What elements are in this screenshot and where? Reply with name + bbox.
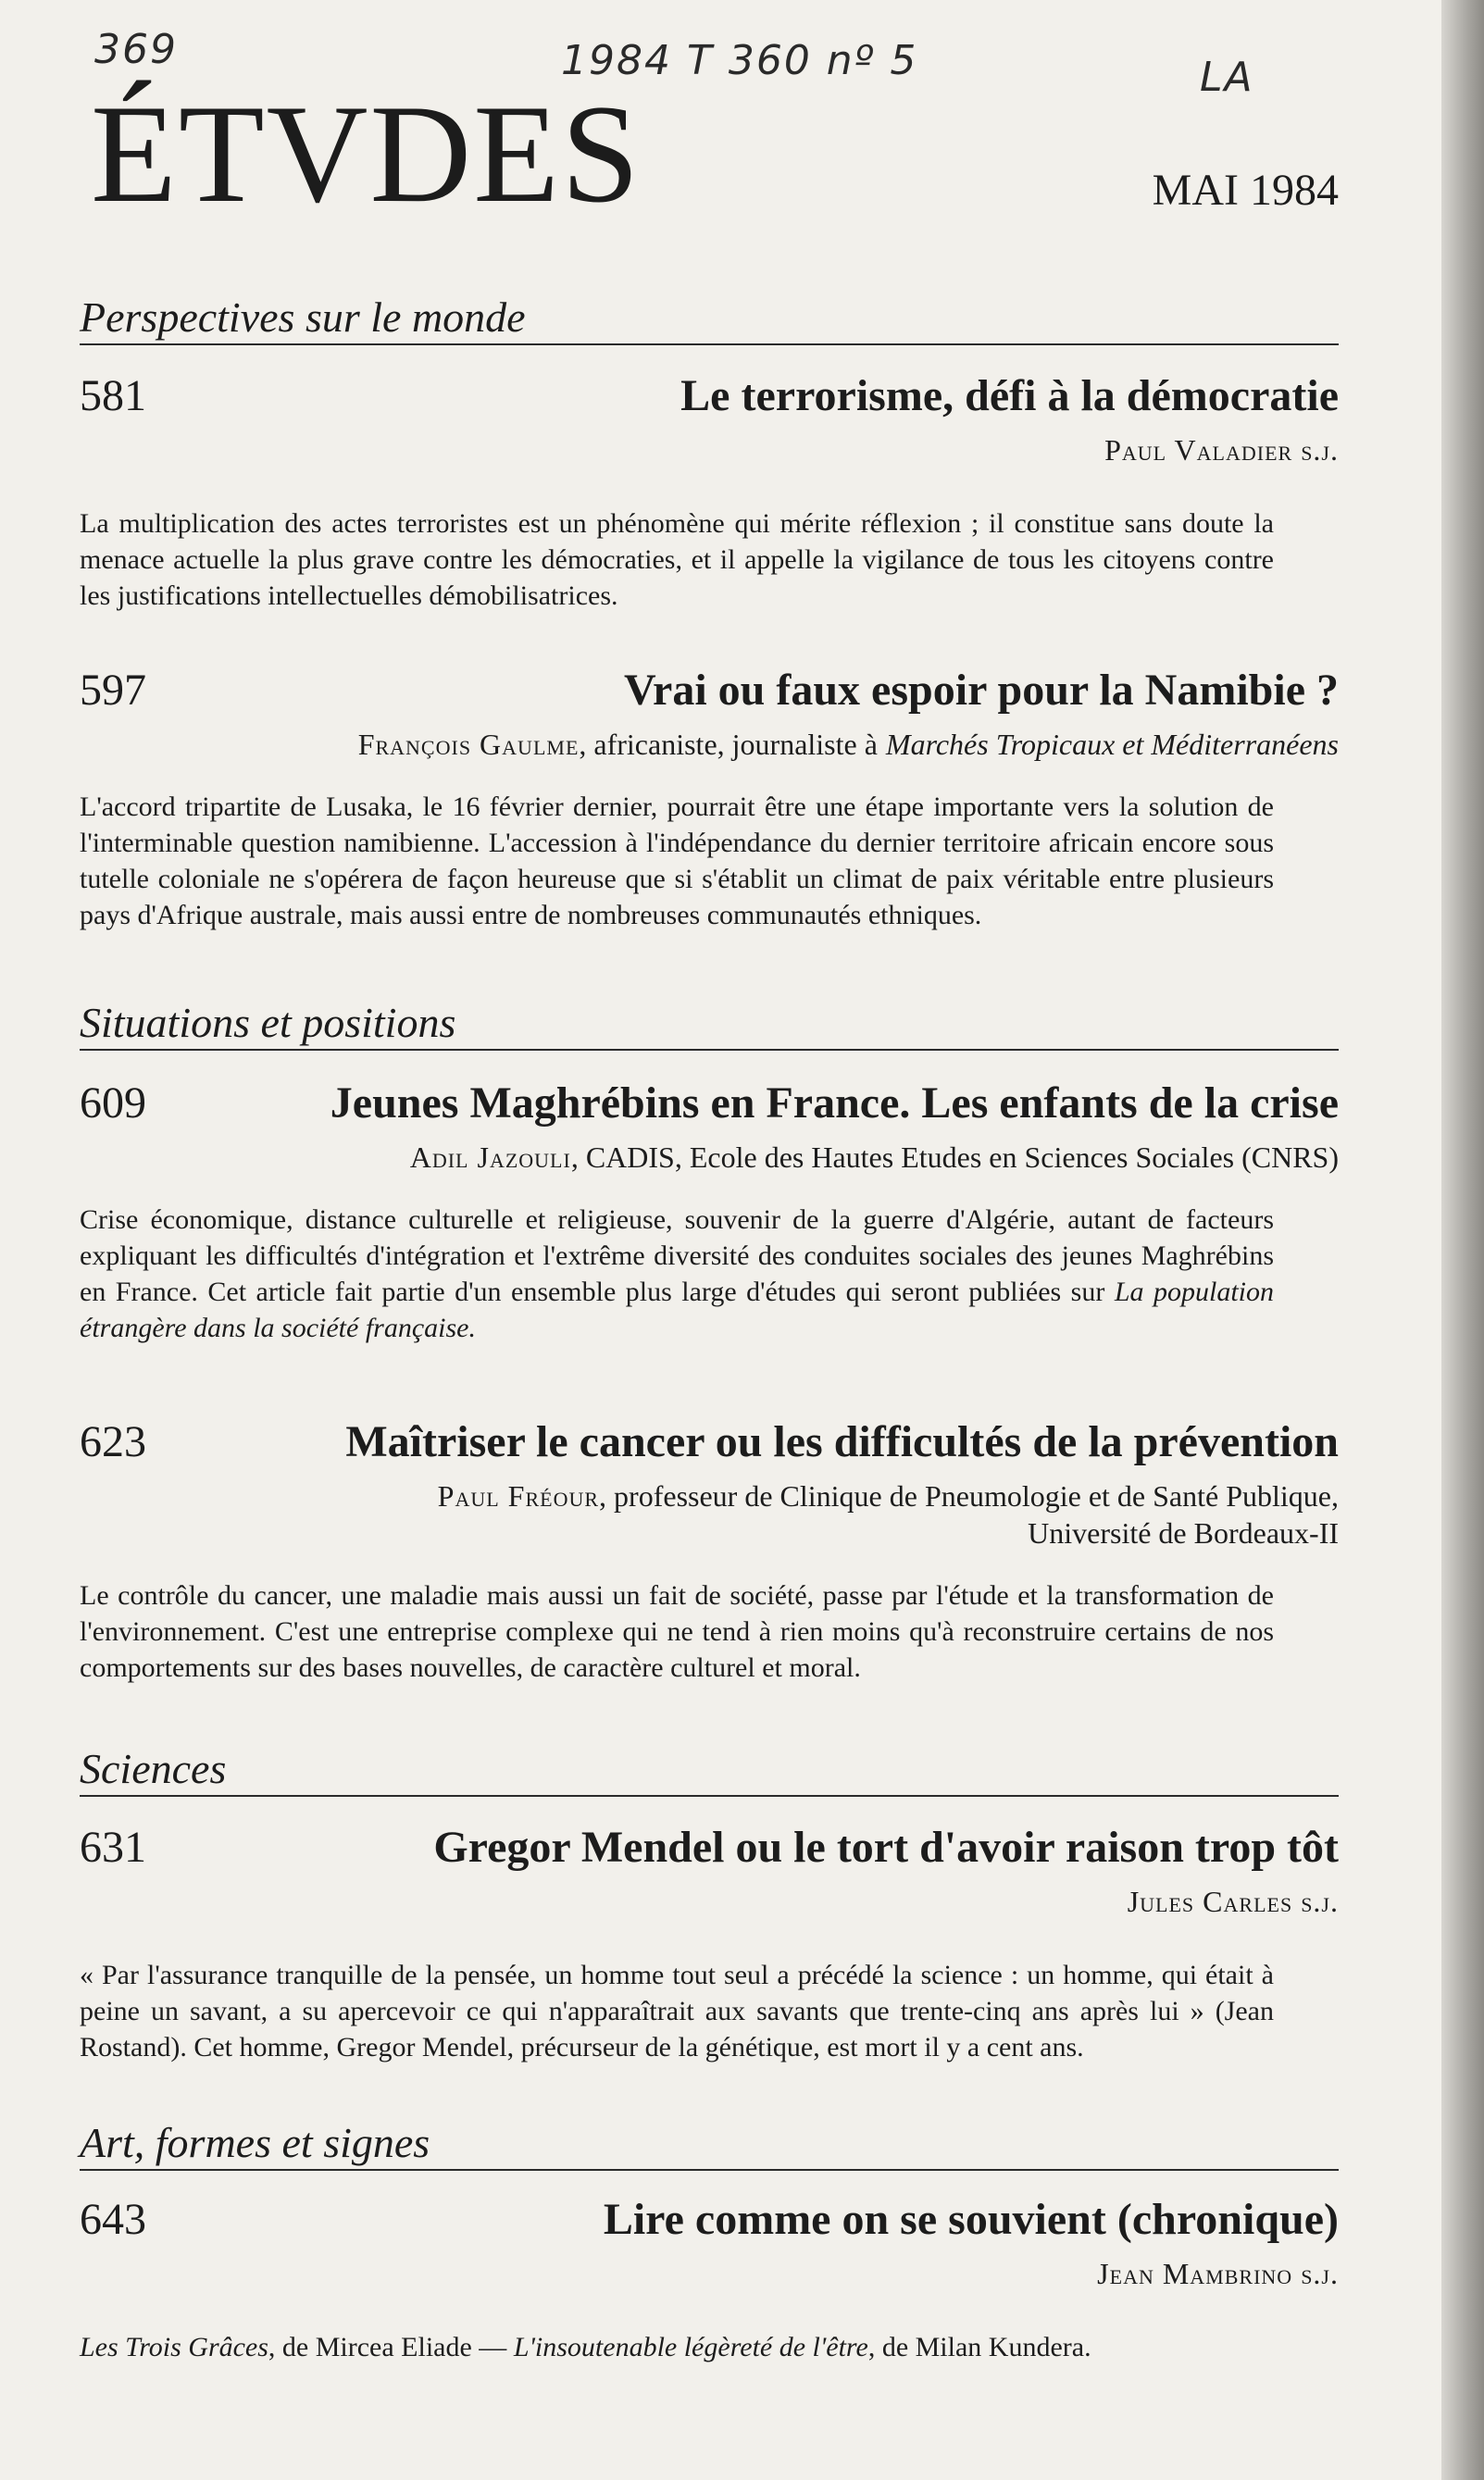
article-page-number: 597 <box>80 666 146 715</box>
article-title: Jeunes Maghrébins en France. Les enfants de la crise <box>330 1078 1339 1128</box>
article-page-number: 581 <box>80 371 146 420</box>
author-affiliation: , CADIS, Ecole des Hautes Etudes en Sciences Sociales (CNRS) <box>570 1140 1339 1174</box>
author-name: François Gaulme <box>357 728 580 761</box>
article-title: Le terrorisme, défi à la démocratie <box>680 371 1339 420</box>
section-heading: Perspectives sur le monde <box>80 294 1339 345</box>
article-page-number: 609 <box>80 1078 146 1128</box>
article-summary <box>80 1202 1274 1346</box>
summary-publication-title: La population étrangère dans la société française. <box>80 1277 1275 1343</box>
author-affiliation: , professeur de Clinique de Pneumologie et de Santé Publique, <box>599 1479 1339 1513</box>
article-summary: Le contrôle du cancer, une maladie mais aussi un fait de société, passe par l'étude et la transformation de l'environnement. C'est une entreprise complexe qui ne tend à rien moins qu'à reconstruire certains de nos comportements sur des bases nouvelles, de caractère culturel et moral. <box>80 1580 1274 1683</box>
article-title: Gregor Mendel ou le tort d'avoir raison trop tôt <box>433 1823 1339 1872</box>
article-page-number: 631 <box>80 1823 146 1872</box>
author-name: Paul Valadier s.j. <box>1104 433 1339 467</box>
article-summary: « Par l'assurance tranquille de la pensée, un homme tout seul a précédé la science : un homme, qui était à peine un savant, a su apercevoir ce qui n'apparaîtrait aux savants que trente-cinq ans après lui » (Jean Rostand). Cet homme, Gregor Mendel, précurseur de la génétique, est mort il y a cent ans. <box>80 1960 1274 2063</box>
author-affiliation-line2: Université de Bordeaux-II <box>1028 1516 1339 1550</box>
article-entry <box>80 2194 1339 2365</box>
article-author <box>80 1477 1339 1552</box>
article-entry <box>80 1416 1339 1686</box>
section-heading: Situations et positions <box>80 1000 1339 1051</box>
journal-masthead: ÉTVDES <box>91 76 642 231</box>
article-author <box>80 2255 1339 2292</box>
author-name: Paul Fréour <box>437 1479 600 1513</box>
summary-text: , de Mircea Eliade — <box>268 2332 507 2362</box>
article-author <box>80 726 1339 763</box>
author-affiliation-journal: Marchés Tropicaux et Méditerranéens <box>885 728 1339 761</box>
summary-text: Crise économique, distance culturelle et religieuse, souvenir de la guerre d'Algérie, autant de facteurs expliquant les difficultés d'intégration et l'extrême diversité des conduites sociales des jeunes Maghrébins en France. Cet article fait partie d'un ensemble plus large d'études qui seront publiées sur <box>80 1204 1274 1307</box>
summary-book-title: Les Trois Grâces <box>80 2332 268 2362</box>
article-author <box>80 431 1339 468</box>
article-title: Lire comme on se souvient (chronique) <box>603 2195 1339 2244</box>
summary-text: , de Milan Kundera. <box>867 2332 1091 2362</box>
article-author <box>80 1883 1339 1920</box>
article-summary <box>80 2329 1274 2365</box>
article-page-number: 643 <box>80 2195 146 2244</box>
handwritten-note-left: 369 <box>94 26 178 73</box>
author-affiliation: , africaniste, journaliste à <box>579 728 878 761</box>
author-name: Jules Carles s.j. <box>1127 1885 1339 1918</box>
section-heading: Sciences <box>80 1746 1339 1797</box>
article-entry <box>80 665 1339 933</box>
article-page-number: 623 <box>80 1417 146 1466</box>
article-entry <box>80 370 1339 614</box>
handwritten-note-right: LA <box>1200 54 1254 101</box>
summary-book-title: L'insoutenable légèreté de l'être <box>513 2332 868 2362</box>
section-heading: Art, formes et signes <box>80 2120 1339 2171</box>
handwritten-note-middle: 1984 T 360 nº 5 <box>561 37 918 84</box>
page-edge-shadow <box>1441 0 1484 2480</box>
article-title: Vrai ou faux espoir pour la Namibie ? <box>623 666 1339 715</box>
article-author <box>80 1139 1339 1176</box>
issue-date: MAI 1984 <box>1152 166 1339 215</box>
article-entry <box>80 1822 1339 2065</box>
article-summary: L'accord tripartite de Lusaka, le 16 février dernier, pourrait être une étape importante vers la solution de l'interminable question namibienne. L'accession à l'indépendance du dernier territoire africain encore sous tutelle coloniale ne s'opérera de façon heureuse que si s'établit un climat de paix véritable entre plusieurs pays d'Afrique australe, mais aussi entre de nombreuses communautés ethniques. <box>80 791 1274 930</box>
author-name: Jean Mambrino s.j. <box>1097 2257 1339 2290</box>
article-entry <box>80 1078 1339 1346</box>
article-title: Maîtriser le cancer ou les difficultés de la prévention <box>345 1417 1339 1466</box>
author-name: Adil Jazouli <box>409 1140 571 1174</box>
article-summary: La multiplication des actes terroristes est un phénomène qui mérite réflexion ; il constitue sans doute la menace actuelle la plus grave contre les démocraties, et il appelle la vigilance de tous les citoyens contre les justifications intellectuelles démobilisatrices. <box>80 508 1274 611</box>
